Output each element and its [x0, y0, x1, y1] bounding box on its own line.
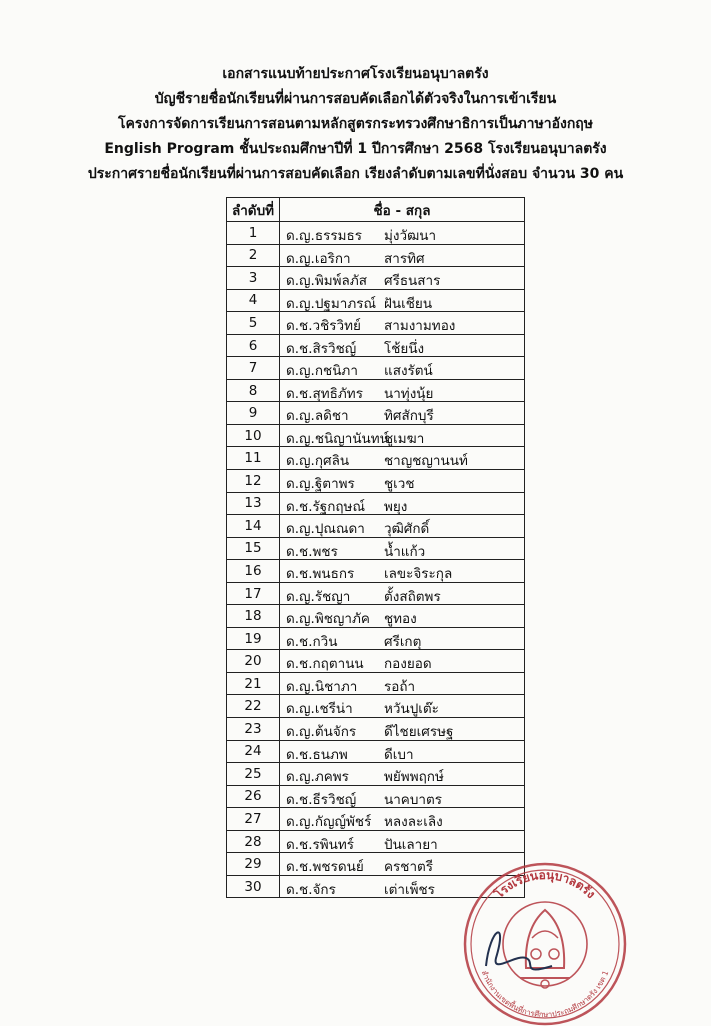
heading-line-3: โครงการจัดการเรียนการสอนตามหลักสูตรกระทรวงศึกษาธิการเป็นภาษาอังกฤษ: [118, 116, 593, 132]
student-name-cell: [280, 402, 525, 425]
table-row: [227, 672, 525, 695]
student-last-name: โช้ยนึ่ง: [384, 340, 425, 357]
student-first-name: ด.ญ.ลดิชา: [286, 408, 349, 425]
student-name-cell: [280, 537, 525, 560]
row-number: 9: [227, 402, 280, 425]
student-first-name: ด.ญ.กชนิภา: [286, 363, 358, 380]
student-first-name: ด.ช.กวิน: [286, 633, 338, 650]
student-first-name: ด.ญ.พิชญาภัค: [286, 611, 370, 628]
student-first-name: ด.ช.สิรวิชญ์: [286, 340, 357, 357]
student-first-name: ด.ญ.ธรรมธร: [286, 228, 362, 244]
document-heading: [0, 62, 711, 187]
student-first-name: ด.ช.พชรดนย์: [286, 859, 364, 876]
student-name-cell: [280, 267, 525, 290]
student-first-name: ด.ช.วชิรวิทย์: [286, 318, 361, 335]
table-row: [227, 402, 525, 425]
student-last-name: ชูเวช: [384, 476, 415, 493]
student-last-name: รอถ้า: [384, 678, 416, 695]
student-name-cell: [280, 808, 525, 831]
row-number: 7: [227, 357, 280, 380]
table-row: [227, 650, 525, 673]
row-number: 22: [227, 695, 280, 718]
table-row: [227, 830, 525, 853]
row-number: 4: [227, 289, 280, 312]
student-first-name: ด.ญ.กัญญ์พัชร์: [286, 814, 372, 831]
row-number: 12: [227, 470, 280, 493]
student-last-name: ตั้งสถิตพร: [384, 588, 441, 605]
table-row: [227, 537, 525, 560]
student-last-name: ครชาตรี: [384, 859, 434, 876]
table-row: [227, 560, 525, 583]
table-row: [227, 740, 525, 763]
student-first-name: ด.ญ.กุศลิน: [286, 453, 350, 470]
row-number: 15: [227, 537, 280, 560]
table-body: [227, 222, 525, 898]
student-name-cell: [280, 379, 525, 402]
table-row: [227, 447, 525, 470]
header-name: ชื่อ - สกุล: [280, 198, 525, 222]
table-header-row: [227, 198, 525, 222]
row-number: 16: [227, 560, 280, 583]
student-last-name: ดีไชยเศรษฐ: [384, 724, 454, 741]
row-number: 27: [227, 808, 280, 831]
row-number: 28: [227, 830, 280, 853]
student-name-cell: [280, 785, 525, 808]
student-last-name: พยุง: [384, 498, 408, 515]
student-first-name: ด.ญ.นิชาภา: [286, 678, 358, 695]
student-name-cell: [280, 334, 525, 357]
row-number: 21: [227, 672, 280, 695]
student-first-name: ด.ญ.ปุณณดา: [286, 521, 365, 538]
table-row: [227, 289, 525, 312]
seal-text-bottom: สำนักงานเขตพื้นที่การศึกษาประถมศึกษาตรัง เขต 1: [479, 969, 611, 1020]
student-name-cell: [280, 244, 525, 267]
student-first-name: ด.ญ.ฐิตาพร: [286, 476, 355, 493]
seal-text-top: โรงเรียนอนุบาลตรัง: [491, 867, 599, 902]
row-number: 11: [227, 447, 280, 470]
student-name-cell: [280, 492, 525, 515]
row-number: 3: [227, 267, 280, 290]
student-name-cell: [280, 470, 525, 493]
student-first-name: ด.ช.กฤตานน: [286, 656, 364, 673]
student-last-name: หลงละเลิง: [384, 814, 443, 831]
table-row: [227, 334, 525, 357]
row-number: 29: [227, 853, 280, 876]
student-last-name: นาทุ่งนุ้ย: [384, 385, 434, 402]
student-first-name: ด.ช.สุทธิภัทร: [286, 385, 363, 402]
student-first-name: ด.ช.จักร: [286, 881, 336, 898]
student-name-cell: [280, 222, 525, 245]
student-name-cell: [280, 627, 525, 650]
student-first-name: ด.ช.ธนภพ: [286, 746, 348, 763]
student-name-cell: [280, 740, 525, 763]
row-number: 1: [227, 222, 280, 245]
student-last-name: กองยอด: [384, 656, 432, 673]
student-last-name: น้ำแก้ว: [384, 543, 426, 560]
student-last-name: เลขะจิระกุล: [384, 566, 453, 583]
table-row: [227, 627, 525, 650]
student-last-name: ทิศสักบุรี: [384, 408, 434, 425]
row-number: 26: [227, 785, 280, 808]
student-first-name: ด.ญ.รัชญา: [286, 588, 351, 605]
student-name-cell: [280, 447, 525, 470]
row-number: 14: [227, 515, 280, 538]
student-last-name: ชูทอง: [384, 611, 417, 628]
student-last-name: มุ่งวัฒนา: [384, 228, 437, 244]
row-number: 5: [227, 312, 280, 335]
student-list-table: [226, 197, 525, 898]
row-number: 20: [227, 650, 280, 673]
table-row: [227, 605, 525, 628]
student-name-cell: [280, 357, 525, 380]
row-number: 24: [227, 740, 280, 763]
table-row: [227, 582, 525, 605]
signature-mark: [486, 932, 552, 969]
row-number: 30: [227, 875, 280, 898]
header-number: ลำดับที่: [227, 198, 280, 222]
student-first-name: ด.ญ.ภคพร: [286, 769, 349, 786]
row-number: 19: [227, 627, 280, 650]
row-number: 25: [227, 763, 280, 786]
student-first-name: ด.ญ.ปฐมาภรณ์: [286, 295, 377, 312]
table-row: [227, 379, 525, 402]
student-last-name: ศรีธนสาร: [384, 273, 441, 290]
student-first-name: ด.ญ.เชรีน่า: [286, 701, 353, 718]
table-row: [227, 222, 525, 245]
student-first-name: ด.ญ.ต้นจักร: [286, 724, 357, 741]
student-last-name: วุฒิศักดิ์: [384, 521, 430, 538]
row-number: 2: [227, 244, 280, 267]
student-first-name: ด.ช.พนธกร: [286, 566, 355, 583]
student-name-cell: [280, 560, 525, 583]
student-first-name: ด.ช.พชร: [286, 543, 338, 560]
student-name-cell: [280, 424, 525, 447]
student-first-name: ด.ญ.พิมพ์ลภัส: [286, 273, 367, 290]
student-last-name: สามงามทอง: [384, 318, 456, 335]
student-last-name: แสงรัตน์: [384, 363, 433, 380]
table-row: [227, 808, 525, 831]
student-last-name: ศรีเกตุ: [384, 633, 422, 650]
student-last-name: เต่าเพ็ชร: [384, 881, 435, 898]
row-number: 8: [227, 379, 280, 402]
heading-line-4: English Program ชั้นประถมศึกษาปีที่ 1 ปีการศึกษา 2568 โรงเรียนอนุบาลตรัง: [104, 141, 607, 157]
student-first-name: ด.ญ.ชนิญานันทน์: [286, 430, 389, 447]
heading-line-2: บัญชีรายชื่อนักเรียนที่ผ่านการสอบคัดเลือกได้ตัวจริงในการเข้าเรียน: [154, 91, 557, 107]
student-first-name: ด.ช.ธีรวิชญ์: [286, 791, 357, 808]
student-name-cell: [280, 515, 525, 538]
table-row: [227, 244, 525, 267]
student-last-name: สารทิศ: [384, 250, 425, 267]
student-last-name: พยัพพฤกษ์: [384, 769, 444, 786]
student-name-cell: [280, 718, 525, 741]
table-row: [227, 357, 525, 380]
school-seal-stamp: [456, 858, 634, 1026]
row-number: 13: [227, 492, 280, 515]
student-name-cell: [280, 582, 525, 605]
student-last-name: หวันปูเต๊ะ: [384, 701, 439, 718]
student-name-cell: [280, 830, 525, 853]
student-first-name: ด.ช.รพินทร์: [286, 836, 355, 853]
table-row: [227, 492, 525, 515]
student-last-name: ดีเบา: [384, 746, 414, 763]
student-last-name: ชูเมฆา: [384, 430, 425, 447]
table-row: [227, 515, 525, 538]
student-name-cell: [280, 650, 525, 673]
table-row: [227, 695, 525, 718]
row-number: 17: [227, 582, 280, 605]
student-first-name: ด.ช.รัฐกฤษณ์: [286, 498, 365, 515]
table-row: [227, 470, 525, 493]
table-row: [227, 718, 525, 741]
student-first-name: ด.ญ.เอริกา: [286, 250, 351, 267]
student-last-name: ชาญชญานนท์: [384, 453, 468, 470]
table-row: [227, 424, 525, 447]
table-row: [227, 267, 525, 290]
row-number: 23: [227, 718, 280, 741]
row-number: 6: [227, 334, 280, 357]
student-last-name: ปันเลายา: [384, 836, 438, 853]
student-name-cell: [280, 695, 525, 718]
student-name-cell: [280, 763, 525, 786]
heading-line-1: เอกสารแนบท้ายประกาศโรงเรียนอนุบาลตรัง: [222, 66, 489, 82]
row-number: 10: [227, 424, 280, 447]
table-row: [227, 785, 525, 808]
student-name-cell: [280, 605, 525, 628]
student-name-cell: [280, 312, 525, 335]
table-row: [227, 312, 525, 335]
student-name-cell: [280, 289, 525, 312]
table-row: [227, 763, 525, 786]
heading-line-5: ประกาศรายชื่อนักเรียนที่ผ่านการสอบคัดเลือก เรียงลำดับตามเลขที่นั่งสอบ จำนวน 30 คน: [87, 166, 624, 182]
student-last-name: นาคบาตร: [384, 791, 443, 808]
row-number: 18: [227, 605, 280, 628]
student-last-name: ฝันเชียน: [384, 295, 433, 312]
student-name-cell: [280, 672, 525, 695]
